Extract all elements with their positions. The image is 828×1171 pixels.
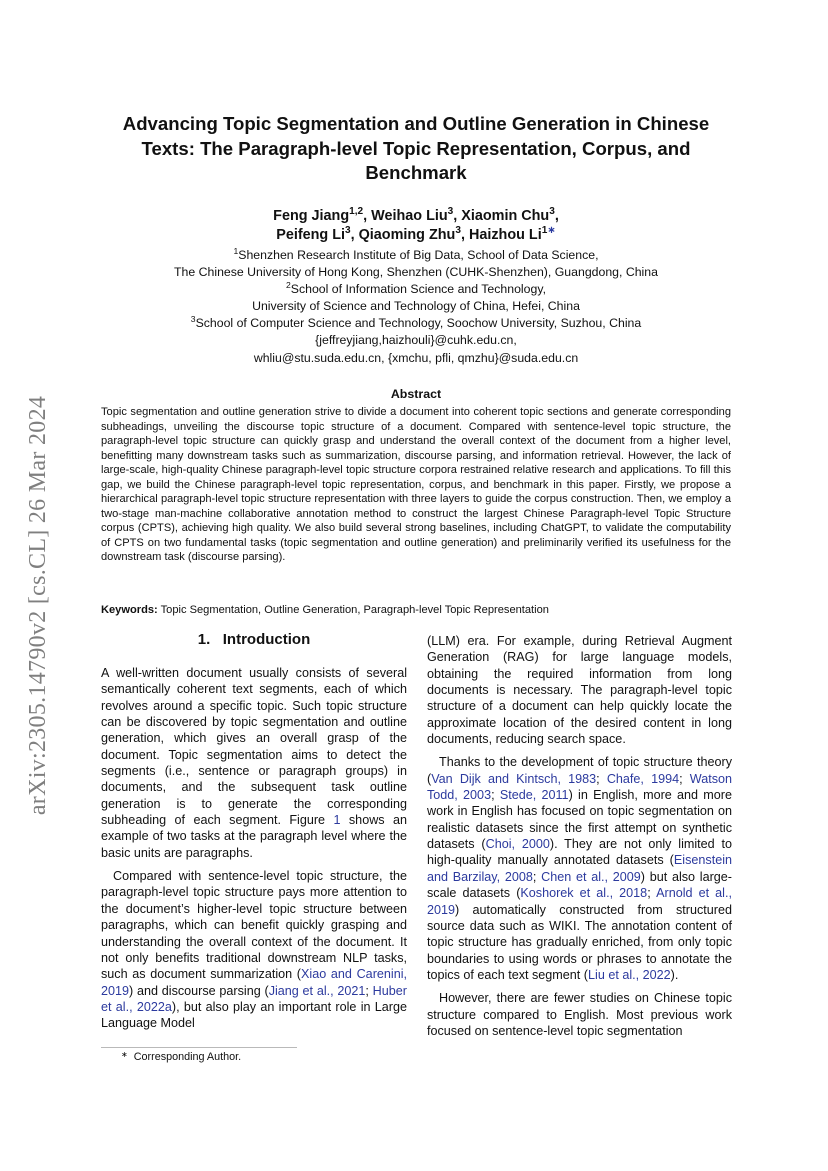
author-name: Feng Jiang [273, 208, 350, 224]
keywords [101, 603, 731, 617]
text-run: ; [679, 771, 690, 786]
email-line: {jeffreyjiang,haizhouli}@cuhk.edu.cn, [315, 333, 517, 348]
figure-link[interactable]: 1 [333, 813, 341, 828]
paragraph: (LLM) era. For example, during Retrieval Augment Generation (RAG) for large language models, obtaining the required information from long documents is necessary. The paragraph-level topic structure of a document can help quickly locate the approximate location of the desired content in long documents, reducing search space. [427, 634, 732, 747]
text-run: ) but also large-scale datasets ( [427, 869, 733, 901]
paragraph: However, there are fewer studies on Chinese topic structure compared to English. Most previous work focused on sentence-level topic segmentation [427, 991, 732, 1038]
author-affil-mark: 3 [549, 206, 555, 218]
section-number: 1. [197, 631, 211, 648]
text-run: ) and discourse parsing ( [129, 983, 269, 998]
paragraph [427, 754, 732, 983]
affiliation-line [96, 281, 736, 298]
keywords-label: Keywords: [101, 604, 158, 616]
citation-link[interactable]: Jiang et al., 2021 [268, 983, 366, 998]
affil-mark: 3 [190, 314, 196, 325]
citation-link[interactable]: Arnold et al., 2019 [427, 886, 732, 917]
text-run: ; [596, 771, 607, 786]
citation-link[interactable]: Chafe, 1994 [606, 771, 680, 786]
title-line-2: Texts: The Paragraph-level Topic Representation, Corpus, and [141, 137, 691, 159]
title-line-3: Benchmark [365, 162, 467, 183]
text-run: ). They are not only limited to high-quality manually annotated datasets ( [427, 837, 732, 868]
corresponding-star: ∗ [547, 225, 556, 237]
text-run: ; [365, 983, 373, 998]
author-name: Weihao Liu [371, 208, 448, 224]
affil-mark: 1 [233, 245, 239, 256]
keywords-text: Topic Segmentation, Outline Generation, Paragraph-level Topic Representation [160, 604, 549, 616]
text-run: ). [670, 967, 679, 982]
text-run: ) in English, more and more work in English has focused on topic segmentation on realistic datasets since the first attempt on synthetic datasets ( [427, 788, 733, 852]
author-affil-mark: 3 [455, 225, 461, 237]
author-name: Peifeng Li [276, 227, 345, 243]
text-run: ; [532, 869, 542, 884]
citation-link[interactable]: Van Dijk and Kintsch, 1983 [431, 771, 597, 786]
email-line: whliu@stu.suda.edu.cn, {xmchu, pfli, qmzhu}@suda.edu.cn [253, 350, 579, 365]
abstract-heading: Abstract [390, 387, 442, 401]
section-heading [101, 631, 407, 648]
paragraph [101, 665, 407, 861]
text-run: ; [647, 886, 657, 901]
citation-link[interactable]: Koshorek et al., 2018 [520, 886, 648, 901]
author-affil-mark: 1,2 [349, 206, 364, 218]
affiliation-line: The Chinese University of Hong Kong, Shenzhen (CUHK-Shenzhen), Guangdong, China [174, 265, 658, 280]
right-column [427, 633, 732, 1046]
affil-text: School of Computer Science and Technology, Soochow University, Suzhou, China [195, 316, 642, 331]
text-run: shows an example of two tasks at the paragraph level where the basic units are paragraphs. [101, 813, 407, 860]
abstract-body: Topic segmentation and outline generation strive to divide a document into coherent topic sections and generate corresponding subheadings, unveiling the discourse topic structure of a document. Compared with sentence-level topic structure, the paragraph-level topic structure can quickly grasp and understand the overall context of the document from a higher level, benefitting many downstream tasks such as summarization, discourse parsing, and information retrieval. However, the lack of large-scale, high-quality Chinese paragraph-level topic structure corpora restrained relative research and applications. To fill this gap, we build the Chinese paragraph-level topic representation, corpus, and benchmark in this paper. Firstly, we propose a hierarchical paragraph-level topic structure representation with three layers to guide the corpus construction. Then, we employ a two-stage man-machine collaborative annotation method to construct the largest Chinese Paragraph-level Topic Structure corpus (CPTS), achieving high quality. We also build several strong baselines, including ChatGPT, to validate the computability of CPTS on two fundamental tasks (topic segmentation and outline generation) and preliminarily verified its usefulness for the downstream task (discourse parsing). [101, 406, 731, 564]
affil-text: School of Information Science and Technology, [290, 282, 546, 297]
citation-link[interactable]: Eisenstein and Barzilay, 2008 [427, 853, 732, 884]
text-run: Thanks to the development of topic structure theory ( [427, 755, 732, 786]
citation-link[interactable]: Stede, 2011 [499, 788, 569, 803]
paper-title [96, 112, 736, 186]
author-list [96, 207, 736, 245]
citation-link[interactable]: Chen et al., 2009 [541, 869, 641, 884]
footnote-mark: ∗ [121, 1050, 128, 1059]
footnote [121, 1051, 241, 1063]
text-run: ), but also play an important role in Large Language Model [101, 999, 407, 1031]
text-run: Compared with sentence-level topic structure, the paragraph-level topic structure pays more attention to the document’s higher-level topic structure between paragraphs, which can benefit quickly grasping and understanding the overall context of the document. It not only benefits traditional downstream NLP tasks, such as document summarization ( [101, 869, 407, 982]
author-affil-mark: 3 [345, 225, 351, 237]
affiliation-line [96, 247, 736, 264]
author-name: Xiaomin Chu [461, 208, 550, 224]
author-line-2: Peifeng Li$^3$, Qiaoming Zhu$^3$, Haizhou $Li^{1∗}$ [276, 225, 556, 243]
author-name: Haizhou Li [468, 227, 542, 243]
text-run: ) automatically constructed from structured source data such as WIKI. The annotation content of topic structure has gradually enriched, from only topic boundaries to using words or phrases to annotate the topics of each text segment ( [427, 902, 732, 982]
text-run: A well-written document usually consists of several semantically coherent text segments, each of which revolves around a specific topic. Such topic structure can be discovered by topic segmentation and outline generation, which gives an overall grasp of the document. Topic segmentation aims to detect the segments (i.e., sentence or paragraph groups) in documents, and the subsequent task outline generation is to generate the corresponding subheading of each segment. Figure [101, 666, 407, 828]
title-line-1: Advancing Topic Segmentation and Outline Generation in Chinese [122, 113, 710, 134]
citation-link[interactable]: Choi, 2000 [485, 837, 550, 852]
affil-text: Shenzhen Research Institute of Big Data, School of Data Science, [238, 248, 599, 262]
affiliations [96, 247, 736, 367]
section-title: Introduction [222, 631, 311, 648]
citation-link[interactable]: Xiao and Carenini, 2019 [101, 967, 407, 998]
citation-link[interactable]: Liu et al., 2022 [588, 967, 671, 982]
author-affil-mark: 3 [447, 206, 454, 218]
arxiv-id: arXiv:2305.14790v2 [cs.CL] 26 Mar 2024 [25, 395, 52, 815]
citation-link[interactable]: Huber et al., 2022a [101, 983, 407, 1014]
citation-link[interactable]: Watson Todd, 2003 [427, 771, 733, 803]
affiliation-line: University of Science and Technology of China, Hefei, China [252, 299, 580, 314]
footnote-text: Corresponding Author. [133, 1051, 242, 1063]
affiliation-line [96, 315, 736, 332]
text-run: ; [491, 788, 500, 803]
arxiv-stamp [16, 360, 62, 850]
footnote-divider [101, 1047, 297, 1048]
affil-mark: 2 [285, 280, 291, 291]
author-name: Qiaoming Zhu [358, 227, 456, 243]
paragraph [101, 868, 407, 1031]
author-line-1: Feng Jiang$^{1,2}$, Weihao Liu$^3$, Xiaomin Chu$^3$, [273, 206, 559, 224]
author-affil-mark: 1 [541, 225, 548, 237]
left-column [101, 665, 407, 1039]
